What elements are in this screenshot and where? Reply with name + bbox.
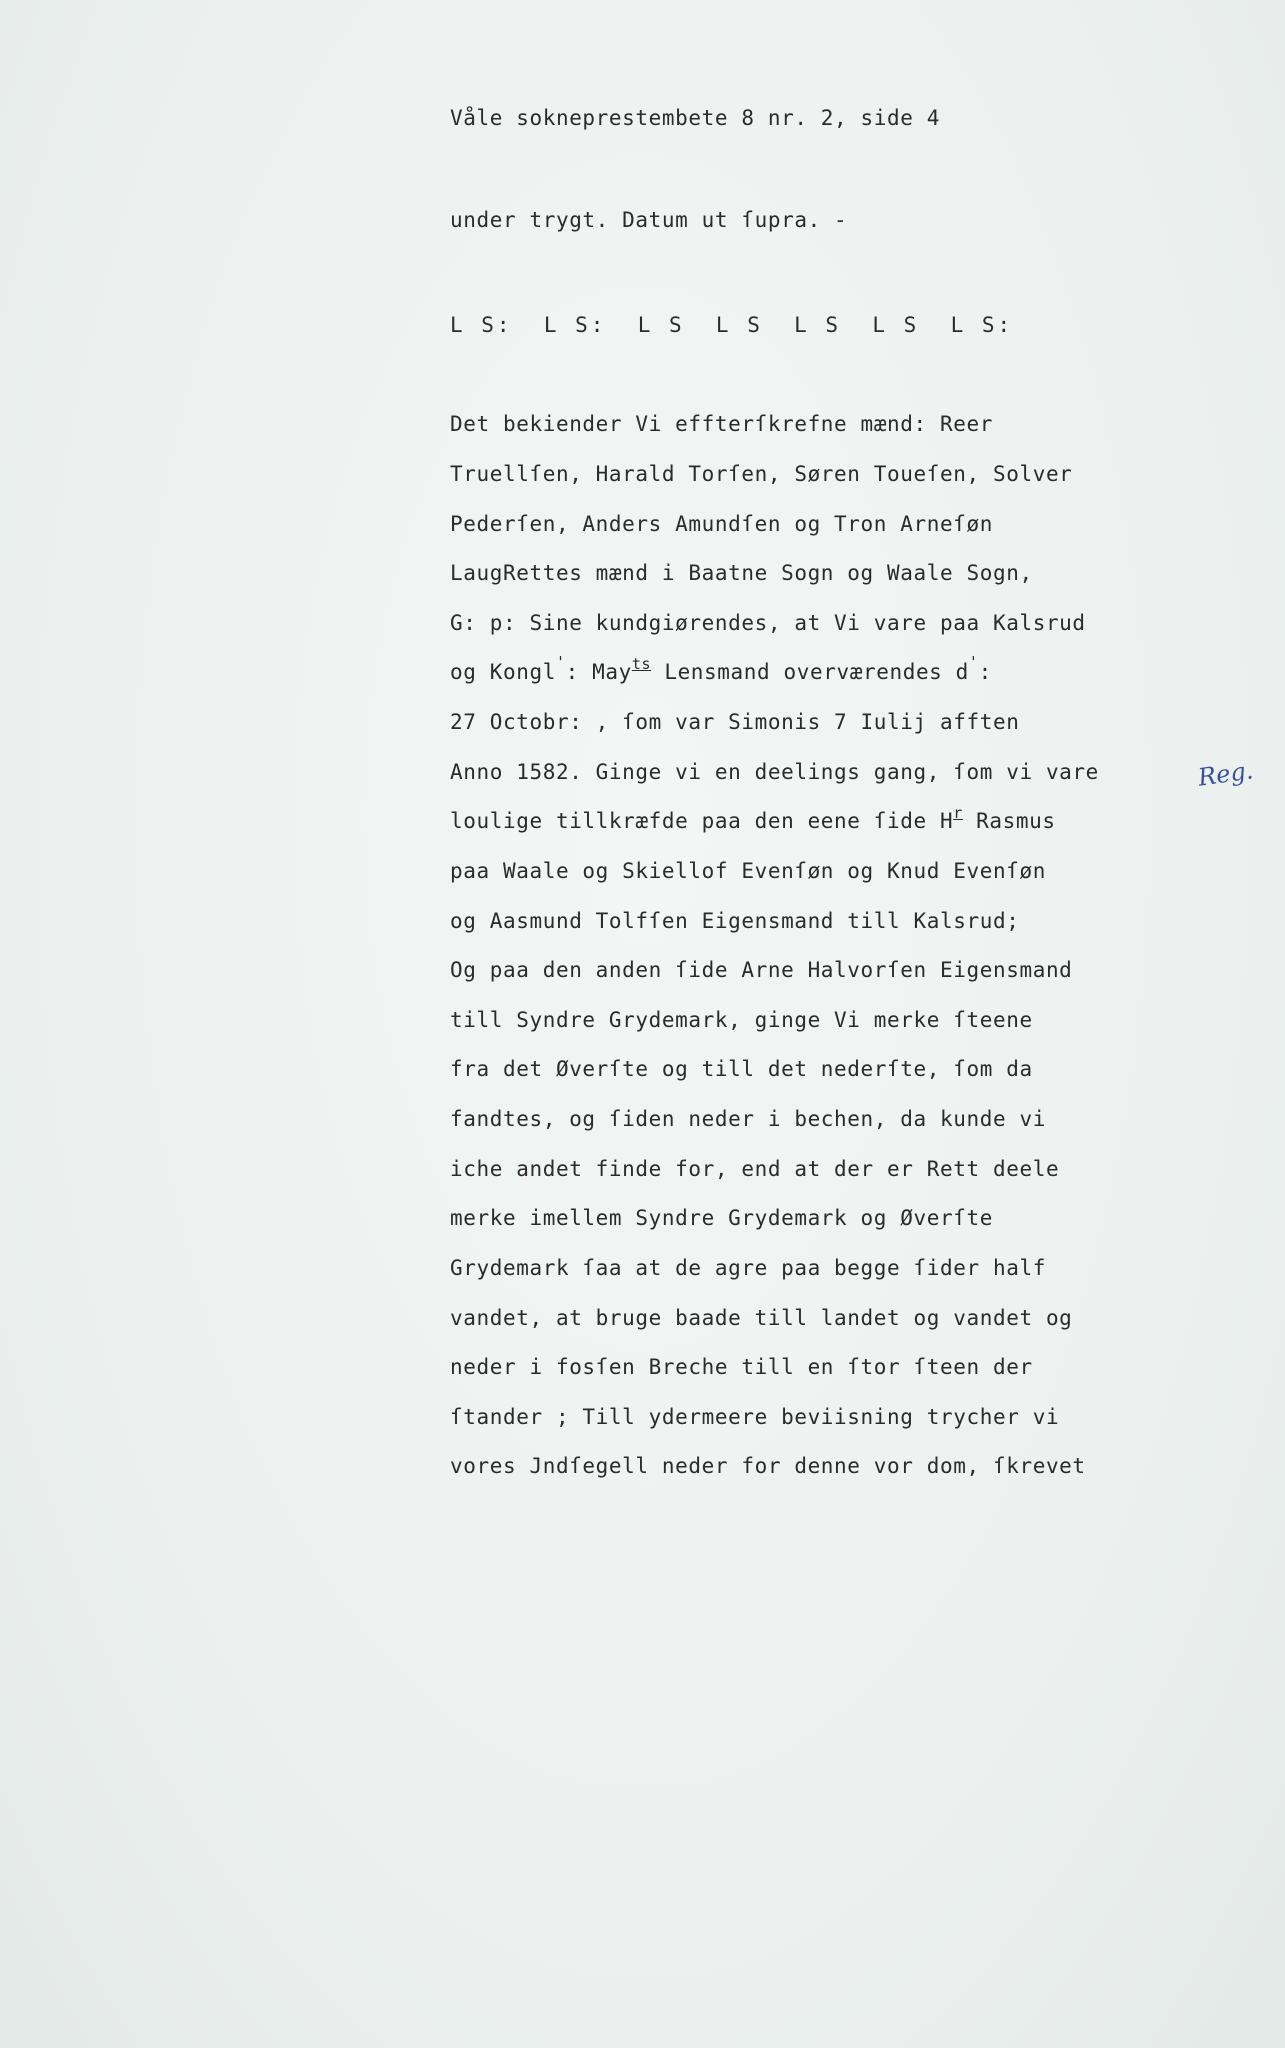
body-line-22: vores Jndſegell neder for denne vor dom, ſkrevet [450, 1454, 1086, 1478]
body-line-16: iche andet finde for, end at der er Rett deele [450, 1157, 1060, 1181]
kongl-superscript: ts [631, 655, 652, 673]
kongl-part-b: : May [565, 660, 632, 684]
body-line-9 [450, 804, 1056, 833]
body-line-17: merke imellem Syndre Grydemark og Øverſte [450, 1206, 993, 1230]
body-line-13: till Syndre Grydemark, ginge Vi merke ſteene [450, 1008, 1033, 1032]
body-line-12: Og paa den anden ſide Arne Halvorſen Eigensmand [450, 958, 1073, 982]
body-line-14: fra det Øverſte og till det nederſte, ſom da [450, 1057, 1033, 1081]
apostrophe-mark: ' [555, 653, 566, 671]
seal-markers: L S: L S: L S L S L S L S L S: [450, 313, 1014, 337]
body-line-18: Grydemark ſaa at de agre paa begge ſider half [450, 1256, 1046, 1280]
opening-line: under trygt. Datum ut ſupra. - [450, 208, 848, 232]
kongl-part-d: : [978, 660, 992, 684]
hr-part-b: Rasmus [962, 809, 1056, 833]
handwritten-margin-note: Reg. [1196, 756, 1255, 792]
body-line-1: Det bekiender Vi effterſkrefne mænd: Reer [450, 412, 993, 436]
body-line-2: Truellſen, Harald Torſen, Søren Toueſen, Solver [450, 462, 1073, 486]
body-line-8: Anno 1582. Ginge vi en deelings gang, ſom vi vare [450, 760, 1099, 784]
body-line-10: paa Waale og Skiellof Evenſøn og Knud Evenſøn [450, 859, 1046, 883]
body-line-6 [450, 653, 992, 684]
document-header: Våle sokneprestembete 8 nr. 2, side 4 [450, 106, 940, 130]
body-line-11: og Aasmund Tolfſen Eigensmand till Kalsrud; [450, 909, 1020, 933]
kongl-part-a: og Kongl [450, 660, 556, 684]
kongl-part-c: Lensmand overværendes d [651, 660, 969, 684]
apostrophe-mark: ' [968, 653, 979, 671]
body-line-7: 27 Octobr: , ſom var Simonis 7 Iulij afften [450, 710, 1020, 734]
body-line-15: fandtes, og ſiden neder i bechen, da kunde vi [450, 1107, 1046, 1131]
body-line-20: neder i fosſen Breche till en ſtor ſteen der [450, 1355, 1033, 1379]
body-line-19: vandet, at bruge baade till landet og vandet og [450, 1306, 1073, 1330]
hr-superscript: r [953, 804, 963, 822]
body-line-3: Pederſen, Anders Amundſen og Tron Arneſøn [450, 512, 993, 536]
body-line-5: G: p: Sine kundgiørendes, at Vi vare paa Kalsrud [450, 611, 1086, 635]
body-line-4: LaugRettes mænd i Baatne Sogn og Waale Sogn, [450, 561, 1033, 585]
hr-part-a: loulige tillkræfde paa den eene ſide H [450, 809, 954, 833]
body-line-21: ſtander ; Till ydermeere beviisning trycher vi [450, 1405, 1060, 1429]
